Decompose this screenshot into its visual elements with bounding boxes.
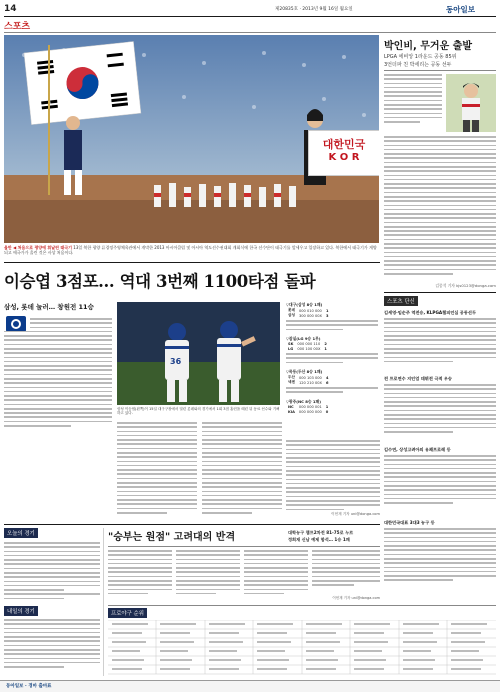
total: 0: [325, 410, 329, 415]
paper-name: 동아일보: [446, 5, 475, 14]
team-name: SK: [288, 342, 294, 347]
sign-text-korean: 대한민국: [322, 138, 366, 151]
side-rule: [384, 70, 496, 71]
baseball-photo: [117, 302, 280, 405]
today-games-header: 오늘의 경기: [4, 528, 38, 538]
total: 1: [324, 346, 327, 351]
main-article-col1: [4, 318, 112, 434]
total: 3: [326, 313, 329, 318]
game3-table: [286, 375, 331, 385]
tomorrow-games-list: [4, 619, 100, 677]
innings: 000 010 000: [298, 308, 322, 313]
table-row: [286, 347, 329, 352]
news-item-3-body: [384, 455, 496, 515]
innings: 300 000 00X: [298, 313, 322, 318]
game4-table: [286, 405, 330, 414]
innings: 000 103 000: [298, 375, 322, 380]
game2-notes: [286, 353, 378, 369]
game3-notes: [286, 387, 378, 399]
game3-title: ▽목동(두산 8승 1패): [286, 369, 323, 375]
bottom-col3: [244, 550, 308, 602]
news-item-1-body: [384, 318, 496, 373]
sign-text-kor: K O R: [328, 152, 360, 163]
team-name: 두산: [288, 375, 295, 380]
news-box-header: 스포츠 단신: [384, 296, 418, 306]
news-item-4-body: [384, 528, 496, 594]
team-name: KIA: [288, 410, 295, 415]
game2-title: ▽잠실(LG 9승 1무): [286, 336, 321, 341]
korean-flag: [24, 42, 141, 125]
team-name: NC: [288, 405, 294, 410]
team-name: 넥센: [288, 380, 295, 385]
side-article-title: 박인비, 무거운 출발: [384, 41, 473, 52]
total: 1: [326, 308, 329, 313]
section-title: 스포츠: [4, 22, 31, 32]
main-subhead: 삼성, 롯데 눌러… 창원전 11승: [4, 303, 94, 311]
side-article-subtitle-1: LPGA 에비앙 1라운드 공동 85위: [384, 54, 457, 60]
schedule-rule: [108, 605, 496, 606]
table-row: [286, 313, 331, 318]
team-name: 삼성: [288, 313, 295, 317]
tomorrow-games-header: 내일의 경기: [4, 606, 38, 616]
game4-title: ▽광주(NC 8승 1패): [286, 399, 321, 405]
golfer-illustration: [446, 74, 496, 132]
main-article-col3: [202, 422, 282, 520]
today-games-list: [4, 542, 100, 604]
schedule-table: [108, 620, 496, 677]
photo-caption: [4, 245, 379, 255]
side-article-body-2: [384, 136, 496, 281]
game1-title: ▽대구(삼성 8승 1패): [286, 302, 323, 307]
team-name: 롯데: [288, 308, 295, 312]
ad-strip-text: 동아일보 · 경마 출마표: [6, 684, 52, 689]
total: 4: [326, 375, 329, 380]
bottom-subhead-1: 대학농구 챔프2차전 81-75로 누르: [288, 530, 354, 535]
bottom-col4: [312, 550, 380, 594]
table-row: [286, 410, 330, 415]
bottom-rule: [4, 524, 380, 525]
innings: 000 000 000: [298, 410, 322, 415]
scoreboard: [286, 302, 380, 436]
innings: 000 100 00X: [297, 346, 321, 351]
bottom-byline: 이헌재 기자 uni@donga.com: [332, 596, 380, 600]
caption-label: 올만 ◀ 처음으로 평양에 휘날린 태극기: [4, 245, 72, 250]
page-number: 14: [4, 4, 17, 14]
baseball-scene: [117, 302, 280, 405]
innings: 000 000 110: [297, 342, 321, 347]
game1-notes: [286, 320, 378, 336]
side-article-body-1: [384, 74, 442, 132]
column-divider: [103, 528, 104, 676]
news-item-2-title: 전 프로연수 지인엄 데뷔전 극적 우승: [384, 376, 452, 381]
schedule-grid: [108, 620, 496, 677]
main-photo: [4, 35, 379, 243]
bottom-col2: [176, 550, 240, 602]
main-article-col4: [286, 440, 380, 520]
total: 2: [324, 342, 327, 347]
team-name: LG: [288, 346, 294, 351]
bottom-col1: [108, 550, 172, 602]
news-item-4-title: 대한민국대표 3대3 농구 등: [384, 520, 435, 525]
bottom-headline-rule: [108, 546, 380, 547]
main-article-col2: [117, 422, 197, 520]
caption-text: 13일 북한 평양 류경정주영체육관에서 개막한 2013 아시아클럽 및 아시아 역도선수권대회 개회식에 한국 선수단이 태극기를 앞세우고 입장하고 있다. 북한에서 태극기가 게양되고 애국가가 울린 것은 사상 처음이다.: [4, 245, 377, 256]
bottom-subhead-2: 정희재 신남 예제 함석… 1승 1패: [288, 537, 350, 542]
news-item-3-title: 김수연, 상성고려아의 유쾌프로레 등: [384, 447, 451, 452]
masthead-rule: [4, 16, 496, 17]
main-article-byline: 이헌재 기자 uni@donga.com: [331, 512, 380, 516]
news-box-rule: [384, 292, 496, 293]
table-row: [286, 380, 331, 385]
ad-strip: [0, 680, 500, 692]
innings: 120 210 00X: [298, 380, 322, 385]
game2-table: [286, 342, 329, 351]
total: 1: [325, 405, 329, 410]
main-headline: 이승엽 3점포… 역대 3번째 1100타점 돌파: [4, 272, 316, 291]
baseball-photo-caption: 삼성 이승엽(왼쪽)이 15일 대구구장에서 열린 롯데와의 경기에서 1회 3점 홈런을 때린 뒤 동료 선수와 기뻐하고 있다.: [117, 407, 280, 416]
side-article-byline: 김종석 기자 kjs0123@donga.com: [435, 283, 496, 288]
news-item-2-body: [384, 384, 496, 444]
svg-text:36: 36: [170, 357, 182, 366]
section-rule: [4, 32, 496, 33]
game1-table: [286, 308, 331, 318]
country-sign: [308, 130, 379, 176]
total: 6: [326, 380, 329, 385]
side-article-subtitle-2: 3언더파 친 박세리는 공동 선두: [384, 62, 452, 68]
date-line: 제20835호 · 2013년 9월 16일 월요일: [275, 7, 353, 12]
golfer-photo: [446, 74, 496, 132]
schedule-header: 프로야구 순위: [108, 608, 147, 618]
news-item-1-title: 김세영·임순주 역전승, KLPGA챔피언십 공동선두: [384, 310, 476, 315]
innings: 000 000 001: [298, 405, 322, 410]
bottom-headline: "승부는 원점" 고려대의 반격: [108, 532, 236, 543]
headline-rule: [4, 262, 380, 263]
